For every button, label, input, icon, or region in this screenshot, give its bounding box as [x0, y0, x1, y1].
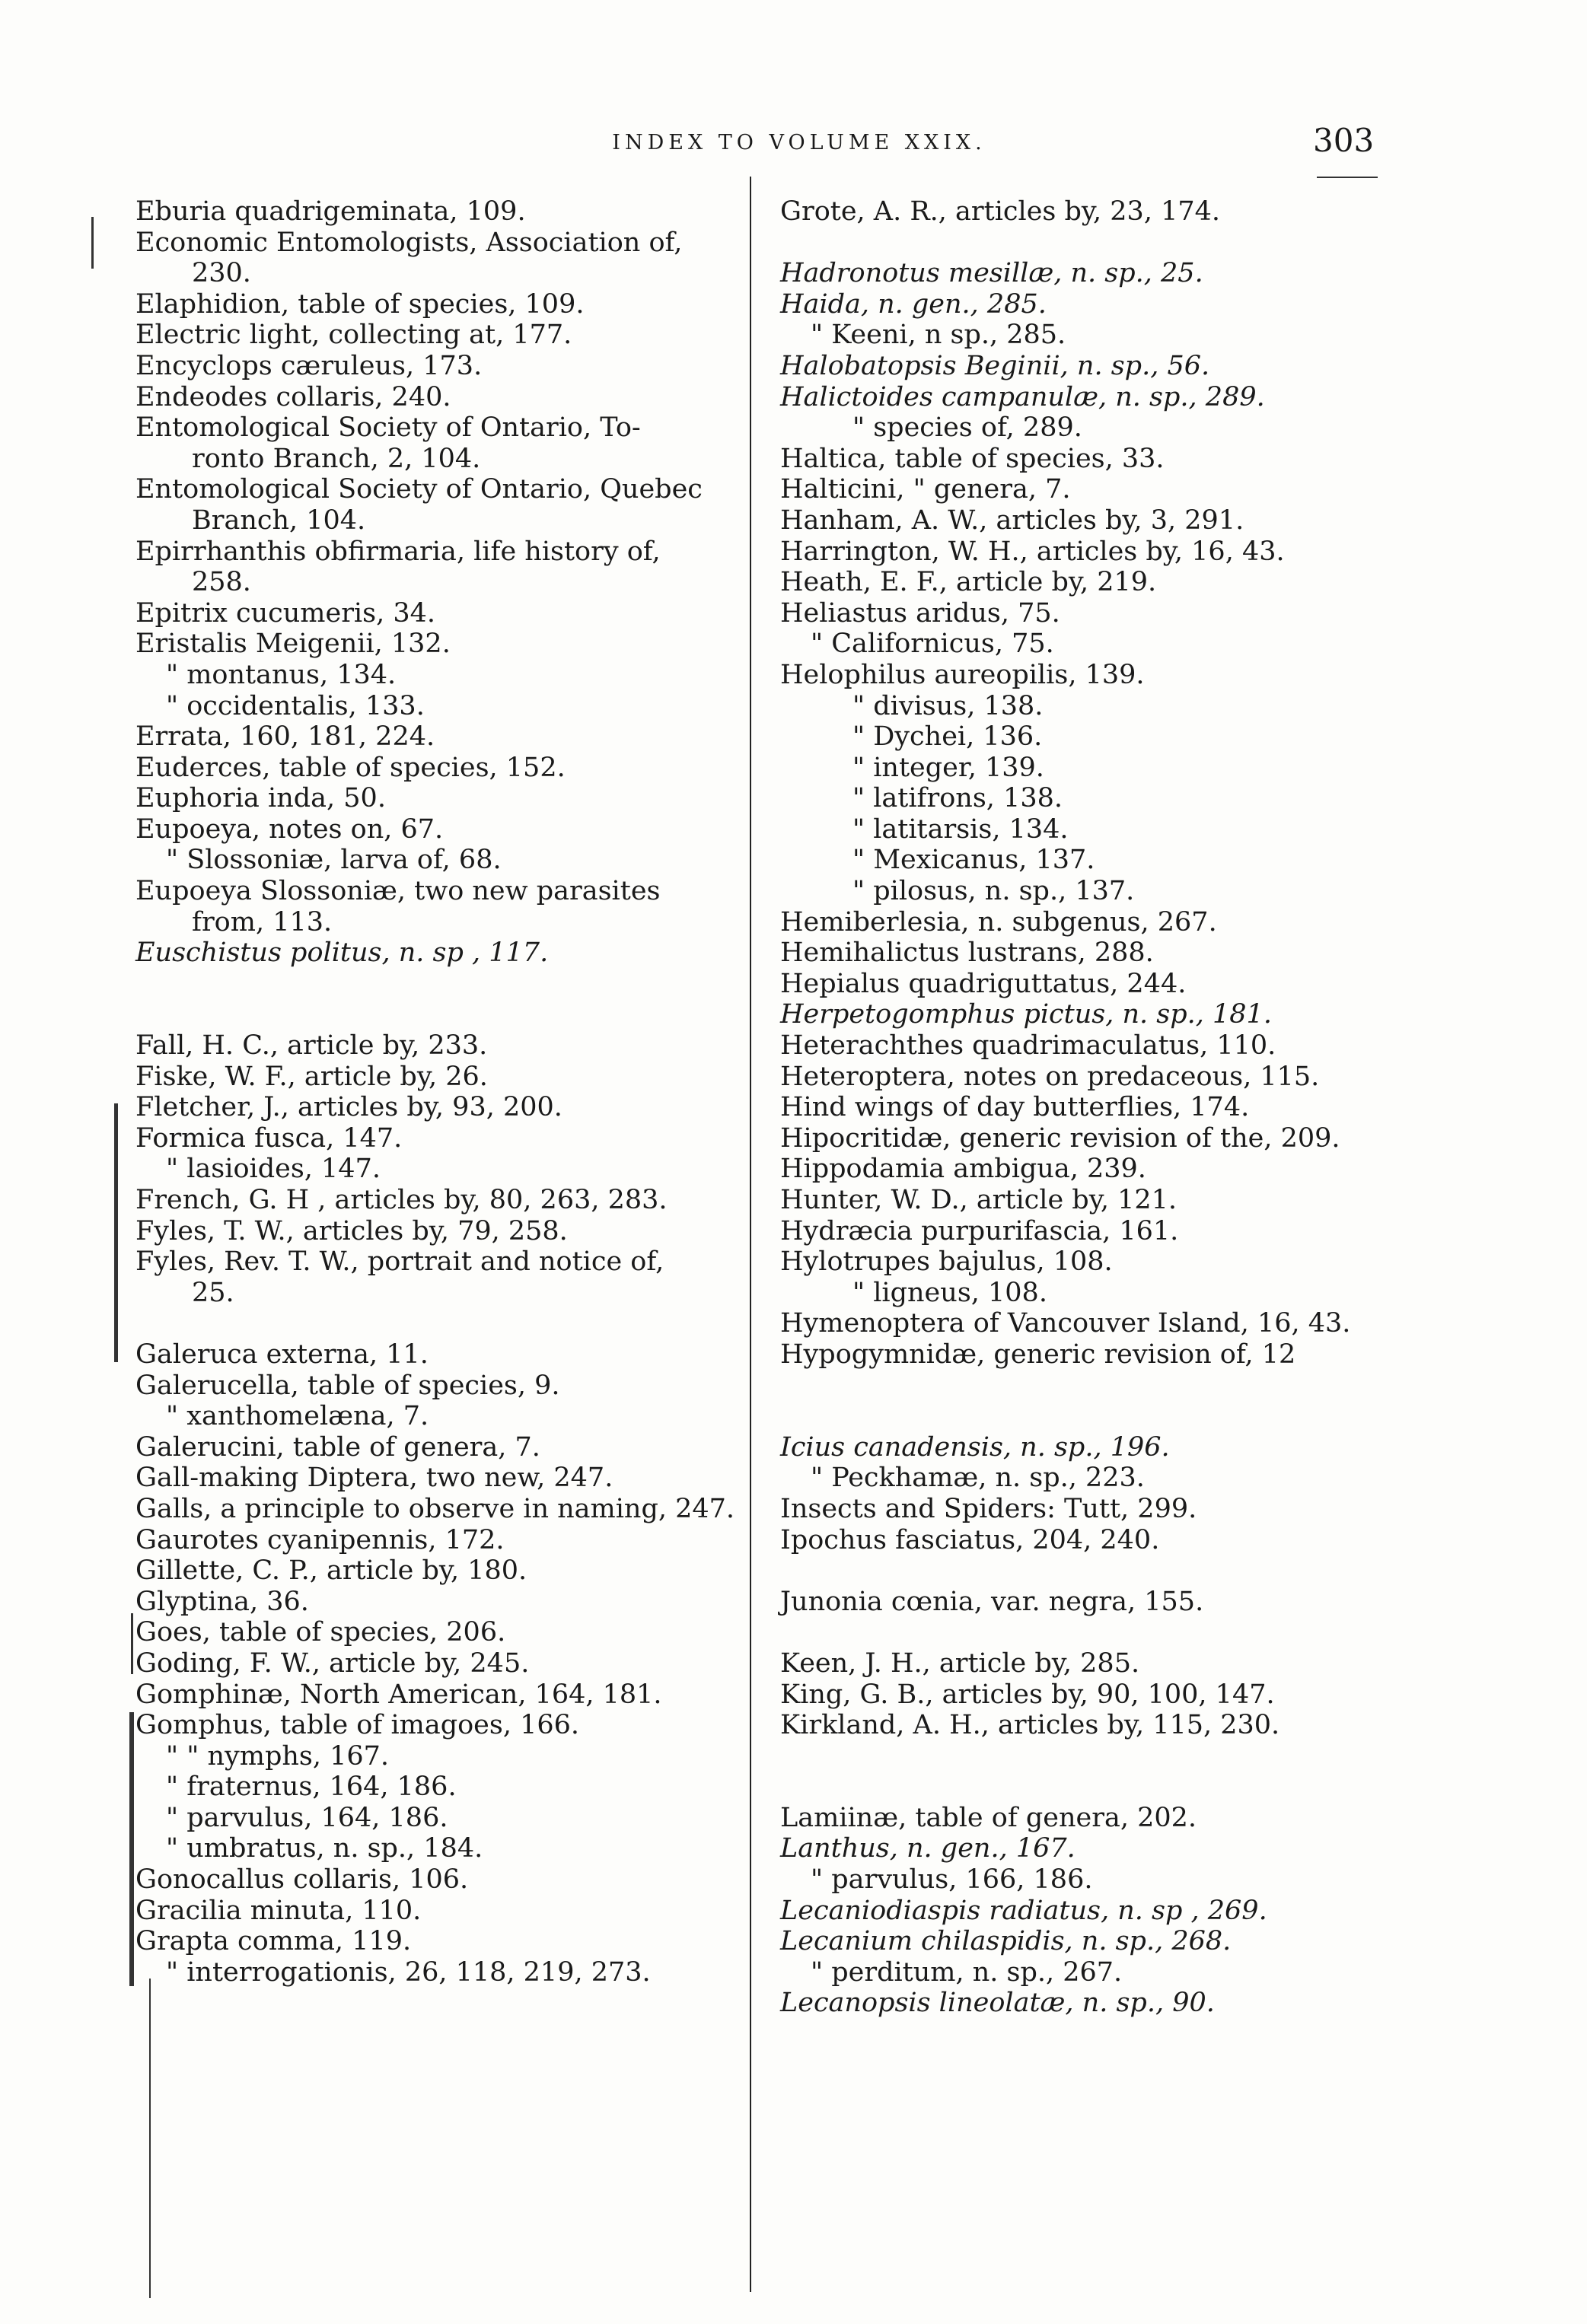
- index-entry: Insects and Spiders: Tutt, 299.: [780, 1493, 1197, 1524]
- section-gap: [135, 999, 744, 1030]
- index-entry: Epitrix cucumeris, 34.: [135, 597, 435, 629]
- index-entry: Fall, H. C., article by, 233.: [135, 1030, 488, 1062]
- index-entry: Hipocritidæ, generic revision of the, 209.: [780, 1122, 1340, 1154]
- index-entry: Epirrhanthis obfirmaria, life history of,: [135, 536, 661, 567]
- index-entry: Fyles, Rev. T. W., portrait and notice of,: [135, 1246, 664, 1278]
- index-entry: Hanham, A. W., articles by, 3, 291.: [780, 505, 1244, 536]
- index-entry: Galls, a principle to observe in naming, 247.: [135, 1493, 735, 1524]
- index-entry: Keen, J. H., article by, 285.: [780, 1647, 1140, 1679]
- index-entry: Icius canadensis, n. sp., 196.: [780, 1431, 1170, 1463]
- index-entry: Hemihalictus lustrans, 288.: [780, 938, 1154, 969]
- index-entry: " divisus, 138.: [852, 690, 1044, 721]
- page-number: 303: [1313, 122, 1375, 159]
- index-entry: Lamiinæ, table of genera, 202.: [780, 1802, 1197, 1833]
- index-entry: " integer, 139.: [852, 752, 1044, 783]
- index-entry: Lecanium chilaspidis, n. sp., 268.: [780, 1926, 1232, 1957]
- index-entry: Galerucini, table of genera, 7.: [135, 1431, 540, 1463]
- right-index-column: [780, 196, 1442, 2019]
- index-entry: Electric light, collecting at, 177.: [135, 320, 572, 351]
- index-entry: Galerucella, table of species, 9.: [135, 1370, 560, 1401]
- index-entry: Gaurotes cyanipennis, 172.: [135, 1524, 505, 1555]
- index-entry: " " nymphs, 167.: [166, 1740, 390, 1772]
- index-entry: Hadronotus mesillæ, n. sp., 25.: [780, 258, 1203, 289]
- index-entry: Eburia quadrigeminata, 109.: [135, 196, 526, 227]
- index-entry: " Dychei, 136.: [852, 721, 1043, 753]
- index-entry: Euschistus politus, n. sp , 117.: [135, 938, 549, 969]
- index-entry: Hepialus quadriguttatus, 244.: [780, 968, 1187, 999]
- section-gap: [780, 1555, 1442, 1587]
- index-entry: " Peckhamæ, n. sp., 223.: [811, 1463, 1145, 1494]
- index-entry: " lasioides, 147.: [166, 1154, 381, 1185]
- index-entry: Errata, 160, 181, 224.: [135, 721, 435, 753]
- left-index-column: [135, 196, 744, 1988]
- index-entry: Haltica, table of species, 33.: [780, 443, 1165, 474]
- index-entry: Goding, F. W., article by, 245.: [135, 1647, 530, 1679]
- index-entry: " parvulus, 164, 186.: [166, 1802, 448, 1833]
- index-entry: Hypogymnidæ, generic revision of, 12: [780, 1339, 1296, 1370]
- index-entry: Galeruca externa, 11.: [135, 1339, 429, 1370]
- index-entry: Fiske, W. F., article by, 26.: [135, 1061, 488, 1092]
- index-entry: Heliastus aridus, 75.: [780, 597, 1060, 629]
- index-entry: Grapta comma, 119.: [135, 1926, 412, 1957]
- section-gap: [780, 1401, 1442, 1432]
- section-gap: [780, 1617, 1442, 1648]
- running-header: INDEX TO VOLUME XXIX.: [612, 131, 986, 154]
- index-entry: Eristalis Meigenii, 132.: [135, 629, 451, 660]
- index-entry: " interrogationis, 26, 118, 219, 273.: [166, 1956, 651, 1988]
- index-entry: " Keeni, n sp., 285.: [811, 320, 1066, 351]
- index-entry: Lanthus, n. gen., 167.: [780, 1833, 1076, 1864]
- index-entry: Gall-making Diptera, two new, 247.: [135, 1463, 613, 1494]
- index-entry: Glyptina, 36.: [135, 1586, 309, 1617]
- index-entry: Gillette, C. P., article by, 180.: [135, 1555, 527, 1587]
- index-entry: Heterachthes quadrimaculatus, 110.: [780, 1030, 1276, 1062]
- index-entry: Eupoeya, notes on, 67.: [135, 813, 444, 845]
- index-entry: Elaphidion, table of species, 109.: [135, 288, 585, 320]
- index-entry: Encyclops cæruleus, 173.: [135, 350, 483, 381]
- index-entry: " perditum, n. sp., 267.: [811, 1956, 1123, 1988]
- index-entry: Lecanopsis lineolatæ, n. sp., 90.: [780, 1988, 1215, 2019]
- index-entry: Goes, table of species, 206.: [135, 1617, 506, 1648]
- index-entry: " ligneus, 108.: [852, 1277, 1047, 1308]
- index-entry: " xanthomelæna, 7.: [166, 1401, 429, 1432]
- index-entry: Formica fusca, 147.: [135, 1122, 403, 1154]
- index-entry: Grote, A. R., articles by, 23, 174.: [780, 196, 1220, 227]
- index-entry: 230.: [192, 258, 251, 289]
- index-entry: Halictoides campanulæ, n. sp., 289.: [780, 381, 1265, 412]
- index-entry: " umbratus, n. sp., 184.: [166, 1833, 483, 1864]
- index-entry: Eupoeya Slossoniæ, two new parasites: [135, 876, 661, 907]
- section-gap: [780, 1772, 1442, 1803]
- margin-mark: [129, 1712, 134, 1986]
- index-entry: Helophilus aureopilis, 139.: [780, 659, 1145, 690]
- index-entry: " Mexicanus, 137.: [852, 845, 1095, 876]
- index-entry: Gomphus, table of imagoes, 166.: [135, 1710, 580, 1741]
- section-gap: [135, 1308, 744, 1339]
- index-entry: ronto Branch, 2, 104.: [192, 443, 481, 474]
- index-entry: 25.: [192, 1277, 234, 1308]
- index-entry: Branch, 104.: [192, 505, 366, 536]
- index-entry: " latitarsis, 134.: [852, 813, 1069, 845]
- index-entry: King, G. B., articles by, 90, 100, 147.: [780, 1679, 1275, 1710]
- section-gap: [780, 1371, 1442, 1402]
- index-entry: Endeodes collaris, 240.: [135, 381, 451, 412]
- index-entry: Hind wings of day butterflies, 174.: [780, 1092, 1250, 1123]
- section-gap: [135, 969, 744, 1000]
- index-entry: Hemiberlesia, n. subgenus, 267.: [780, 906, 1217, 938]
- column-divider: [750, 177, 751, 2292]
- margin-mark: [131, 1613, 133, 1674]
- index-entry: Euderces, table of species, 152.: [135, 752, 566, 783]
- margin-mark: [149, 1979, 151, 2298]
- index-entry: Junonia cœnia, var. negra, 155.: [780, 1586, 1204, 1617]
- index-entry: Economic Entomologists, Association of,: [135, 227, 683, 258]
- index-entry: Fyles, T. W., articles by, 79, 258.: [135, 1215, 568, 1246]
- index-entry: Heath, E. F., article by, 219.: [780, 567, 1157, 598]
- index-entry: " parvulus, 166, 186.: [811, 1864, 1093, 1896]
- index-entry: Hylotrupes bajulus, 108.: [780, 1246, 1113, 1278]
- index-entry: Gonocallus collaris, 106.: [135, 1864, 469, 1896]
- index-entry: Harrington, W. H., articles by, 16, 43.: [780, 536, 1285, 567]
- index-entry: Gracilia minuta, 110.: [135, 1895, 422, 1926]
- section-gap: [780, 1741, 1442, 1772]
- index-entry: 258.: [192, 567, 251, 598]
- margin-mark: [91, 217, 94, 269]
- index-entry: Halticini, " genera, 7.: [780, 474, 1071, 505]
- index-entry: from, 113.: [192, 906, 333, 938]
- index-entry: Lecaniodiaspis radiatus, n. sp , 269.: [780, 1895, 1267, 1926]
- margin-mark: [114, 1103, 118, 1362]
- index-entry: Hymenoptera of Vancouver Island, 16, 43.: [780, 1308, 1351, 1339]
- index-entry: Herpetogomphus pictus, n. sp., 181.: [780, 999, 1272, 1030]
- index-entry: Kirkland, A. H., articles by, 115, 230.: [780, 1710, 1280, 1741]
- index-entry: Haida, n. gen., 285.: [780, 288, 1047, 320]
- index-entry: Fletcher, J., articles by, 93, 200.: [135, 1092, 562, 1123]
- index-entry: Entomological Society of Ontario, Quebec: [135, 474, 703, 505]
- index-entry: Halobatopsis Beginii, n. sp., 56.: [780, 350, 1210, 381]
- margin-mark: [1317, 177, 1378, 178]
- index-entry: Hunter, W. D., article by, 121.: [780, 1185, 1178, 1215]
- index-entry: Hydræcia purpurifascia, 161.: [780, 1215, 1179, 1246]
- index-entry: Ipochus fasciatus, 204, 240.: [780, 1524, 1160, 1555]
- index-entry: " montanus, 134.: [166, 659, 397, 690]
- index-entry: Gomphinæ, North American, 164, 181.: [135, 1679, 662, 1710]
- index-entry: Heteroptera, notes on predaceous, 115.: [780, 1061, 1320, 1092]
- index-entry: " occidentalis, 133.: [166, 690, 425, 721]
- index-entry: " Californicus, 75.: [811, 629, 1054, 660]
- index-entry: " latifrons, 138.: [852, 783, 1063, 814]
- index-entry: " pilosus, n. sp., 137.: [852, 876, 1135, 907]
- index-entry: " fraternus, 164, 186.: [166, 1772, 457, 1803]
- index-entry: Euphoria inda, 50.: [135, 783, 386, 814]
- index-entry: " species of, 289.: [852, 412, 1082, 444]
- index-entry: Entomological Society of Ontario, To-: [135, 412, 641, 444]
- section-gap: [780, 228, 1442, 259]
- index-entry: French, G. H , articles by, 80, 263, 283.: [135, 1185, 668, 1215]
- index-entry: Hippodamia ambigua, 239.: [780, 1154, 1146, 1185]
- index-entry: " Slossoniæ, larva of, 68.: [166, 845, 502, 876]
